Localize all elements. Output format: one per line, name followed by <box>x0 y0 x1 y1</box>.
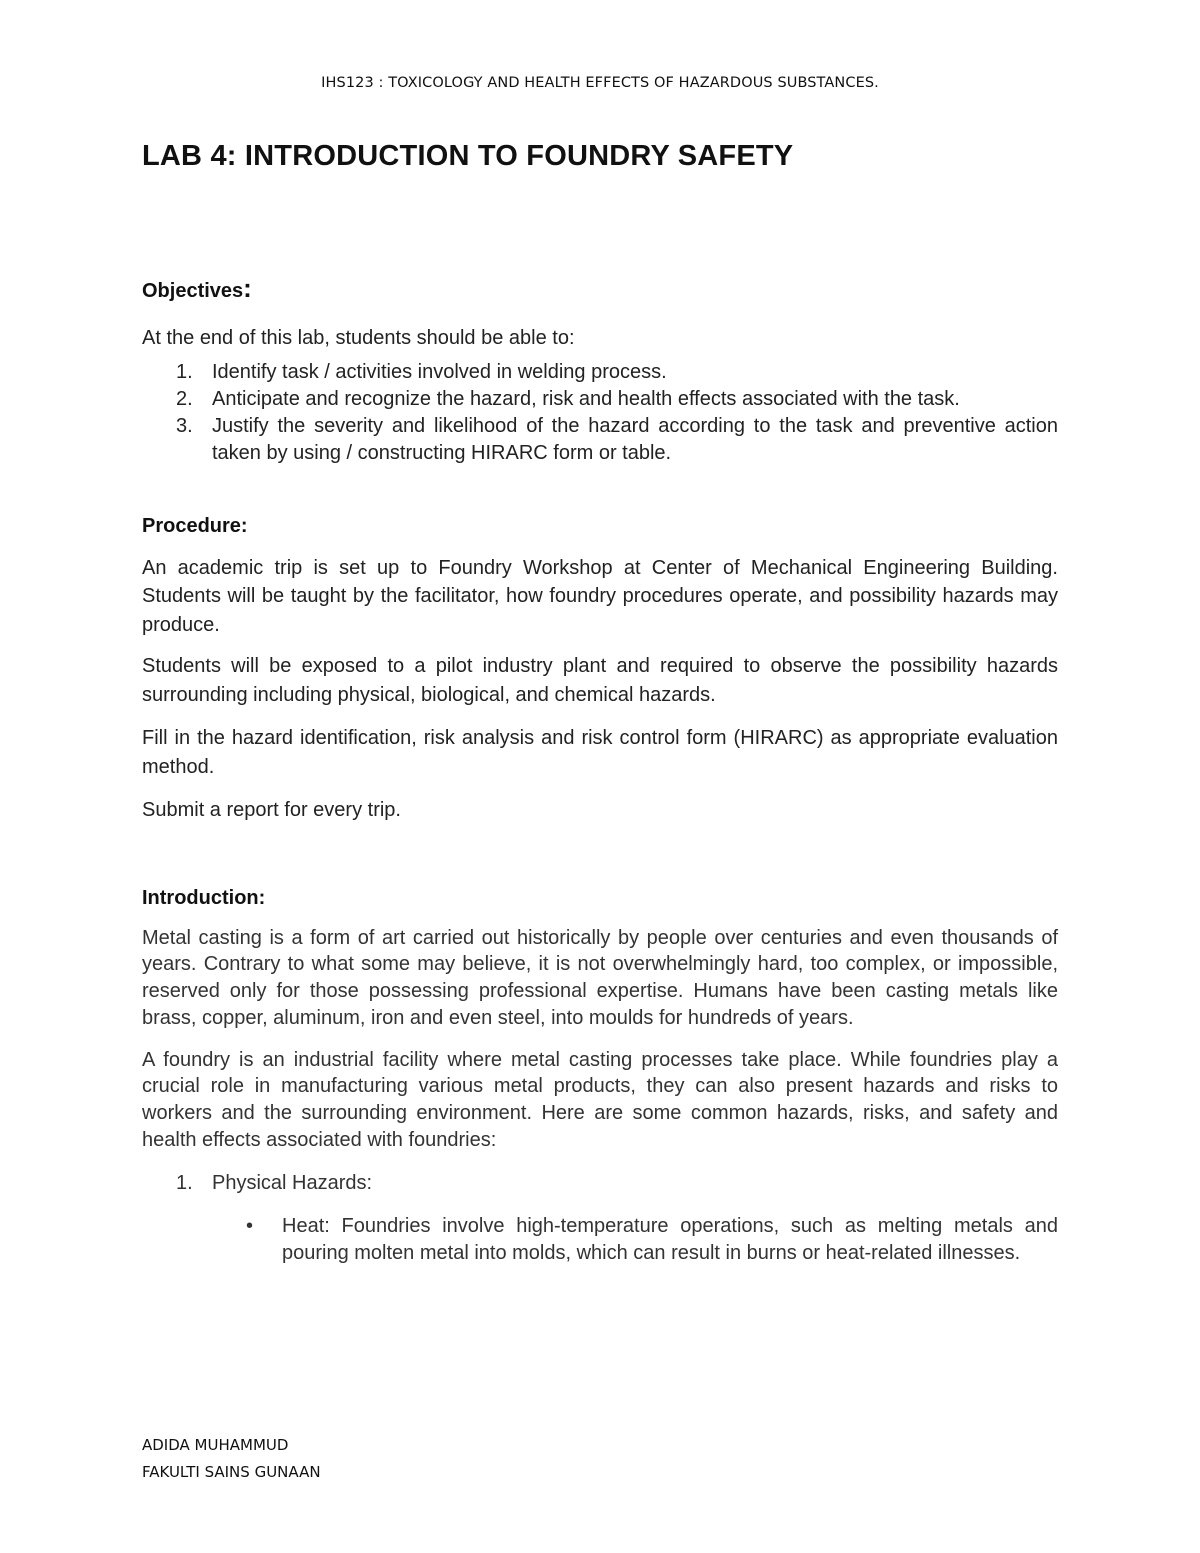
introduction-section <box>142 887 1058 1267</box>
procedure-paragraph: Submit a report for every trip. <box>142 799 401 821</box>
introduction-heading: Introduction: <box>142 886 266 909</box>
objectives-heading <box>142 273 1058 304</box>
objectives-list <box>142 359 1058 467</box>
objective-number: 1. <box>176 360 193 383</box>
page-content <box>142 140 1058 1267</box>
footer-faculty: FAKULTI SAINS GUNAAN <box>142 1463 321 1481</box>
procedure-heading: Procedure: <box>142 514 248 537</box>
footer-author: ADIDA MUHAMMUD <box>142 1436 289 1454</box>
hazard-category-number: 1. <box>176 1171 193 1194</box>
procedure-section <box>142 515 1058 825</box>
objectives-section <box>142 273 1058 467</box>
objectives-intro: At the end of this lab, students should be able to: <box>142 327 575 349</box>
lab-title: LAB 4: INTRODUCTION TO FOUNDRY SAFETY <box>142 140 794 172</box>
objective-item <box>142 359 1058 386</box>
objective-number: 2. <box>176 387 193 410</box>
objective-item <box>142 386 1058 413</box>
introduction-paragraph: A foundry is an industrial facility where metal casting processes take place. While foundries play a crucial role in manufacturing various metal products, they can also present hazards and risks to workers and the surrounding environment. Here are some common hazards, risks, and safety and health effects associated with foundries: <box>142 1048 1058 1152</box>
objectives-heading-colon: : <box>243 273 252 303</box>
objectives-heading-text: Objectives <box>142 280 244 302</box>
hazard-bullet-text: Heat: Foundries involve high-temperature operations, such as melting metals and pouring molten metal into molds, which can result in burns or heat-related illnesses. <box>282 1214 1058 1264</box>
procedure-paragraph: Students will be exposed to a pilot industry plant and required to observe the possibility hazards surrounding including physical, biological, and chemical hazards. <box>142 655 1058 706</box>
objective-text: Identify task / activities involved in welding process. <box>212 360 667 383</box>
objective-text: Justify the severity and likelihood of the hazard according to the task and preventive action taken by using / constructing HIRARC form or table. <box>212 414 1058 464</box>
objective-number: 3. <box>176 414 193 437</box>
hazard-category-text: Physical Hazards: <box>212 1171 373 1194</box>
physical-hazards-bullets <box>142 1213 1058 1267</box>
hazards-list <box>142 1170 1058 1197</box>
page-footer <box>142 1432 321 1486</box>
introduction-paragraph: Metal casting is a form of art carried out historically by people over centuries and even thousands of years. Contrary to what some may believe, it is not overwhelmingly hard, too complex, or impossible, reserved only for those possessing professional expertise. Humans have been casting metals like brass, copper, aluminum, iron and even steel, into moulds for hundreds of years. <box>142 926 1058 1029</box>
running-header: IHS123 : TOXICOLOGY AND HEALTH EFFECTS OF HAZARDOUS SUBSTANCES. <box>321 75 879 91</box>
hazard-category <box>142 1170 1058 1197</box>
objective-text: Anticipate and recognize the hazard, risk and health effects associated with the task. <box>212 387 960 410</box>
objective-item <box>142 413 1058 467</box>
procedure-paragraph: Fill in the hazard identification, risk analysis and risk control form (HIRARC) as appropriate evaluation method. <box>142 727 1058 778</box>
bullet-icon: • <box>246 1214 254 1237</box>
hazard-bullet-item <box>142 1213 1058 1267</box>
procedure-paragraph: An academic trip is set up to Foundry Workshop at Center of Mechanical Engineering Building. Students will be taught by the facilitator, how foundry procedures operate, and possibility hazards may produce. <box>142 556 1058 636</box>
